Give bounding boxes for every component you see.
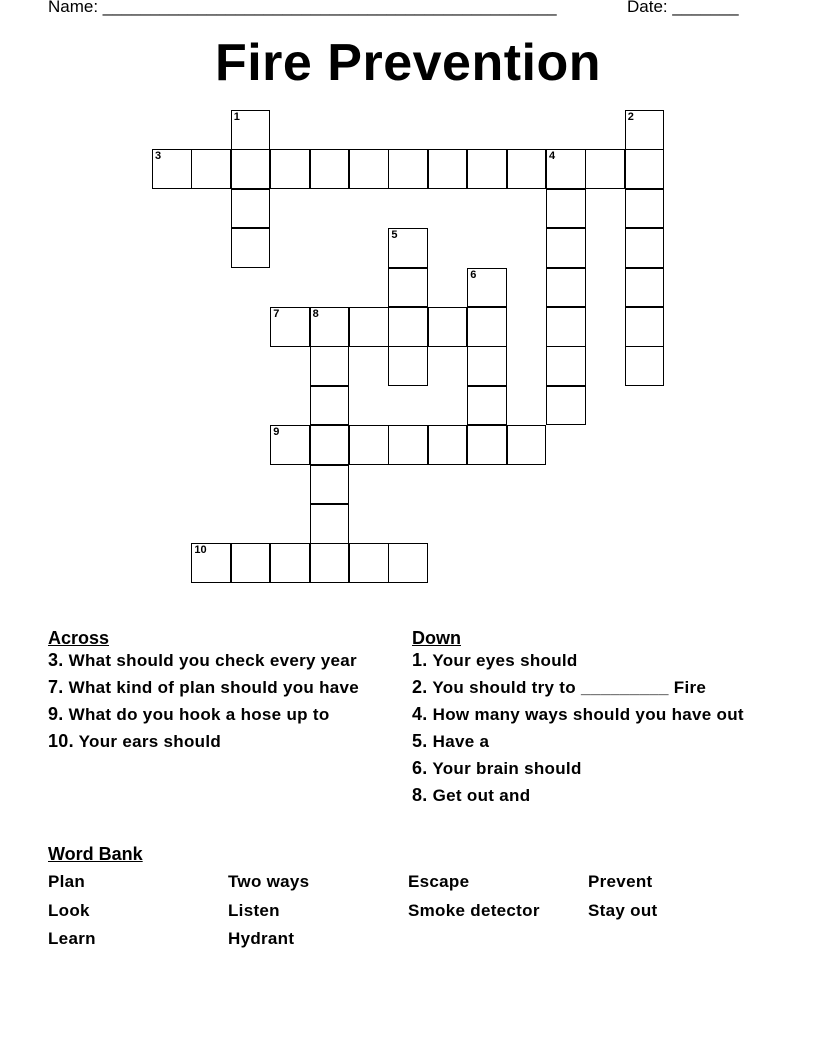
- crossword-cell[interactable]: [507, 149, 547, 189]
- across-clue: [48, 651, 388, 670]
- crossword-cell[interactable]: [546, 149, 586, 189]
- crossword-cell[interactable]: [467, 346, 507, 386]
- down-clue: [412, 705, 772, 724]
- word-bank-item: Smoke detector: [408, 901, 540, 920]
- word-bank-item: Two ways: [228, 872, 310, 891]
- across-clue: [48, 705, 388, 724]
- crossword-cell[interactable]: [349, 425, 389, 465]
- crossword-cell[interactable]: [585, 149, 625, 189]
- crossword-cell[interactable]: [428, 425, 468, 465]
- date-field[interactable]: Date: _______: [627, 0, 739, 16]
- crossword-cell[interactable]: [507, 425, 547, 465]
- clue-text: What do you hook a hose up to: [63, 705, 330, 724]
- down-clue: [412, 786, 772, 805]
- crossword-cell[interactable]: [310, 386, 350, 426]
- down-clue: [412, 759, 772, 778]
- clue-number: 6: [470, 268, 477, 281]
- crossword-cell[interactable]: [388, 425, 428, 465]
- word-bank-item: Hydrant: [228, 929, 295, 948]
- clue-number: 7.: [48, 677, 64, 697]
- crossword-cell[interactable]: [625, 149, 665, 189]
- crossword-cell[interactable]: [546, 386, 586, 426]
- clue-text: Have a: [427, 732, 490, 751]
- clue-number: 4: [549, 150, 556, 163]
- crossword-cell[interactable]: [349, 149, 389, 189]
- word-bank-item: Plan: [48, 872, 86, 891]
- crossword-cell[interactable]: [388, 228, 428, 268]
- crossword-cell[interactable]: [231, 110, 271, 150]
- word-bank-item: Prevent: [588, 872, 653, 891]
- clue-text: How many ways should you have out: [427, 705, 744, 724]
- crossword-cell[interactable]: [625, 110, 665, 150]
- crossword-cell[interactable]: [428, 149, 468, 189]
- crossword-cell[interactable]: [270, 425, 310, 465]
- across-clue: [48, 732, 388, 751]
- clue-number: 6.: [412, 758, 428, 778]
- crossword-cell[interactable]: [231, 228, 271, 268]
- crossword-cell[interactable]: [467, 425, 507, 465]
- clue-number: 2: [627, 111, 634, 123]
- clue-number: 8.: [412, 785, 428, 805]
- crossword-cell[interactable]: [467, 149, 507, 189]
- crossword-cell[interactable]: [191, 543, 231, 583]
- clue-text: Your eyes should: [427, 651, 578, 670]
- clue-number: 3: [155, 150, 162, 163]
- down-clue: [412, 732, 772, 751]
- clue-number: 1: [233, 111, 240, 123]
- crossword-cell[interactable]: [388, 346, 428, 386]
- crossword-cell[interactable]: [310, 346, 350, 386]
- crossword-cell[interactable]: [467, 307, 507, 347]
- across-clue: [48, 678, 388, 697]
- word-bank-item: Stay out: [588, 901, 658, 920]
- crossword-cell[interactable]: [546, 268, 586, 308]
- crossword-cell[interactable]: [231, 189, 271, 229]
- crossword-cell[interactable]: [191, 149, 231, 189]
- down-clues: [412, 628, 772, 813]
- word-bank-item: Listen: [228, 901, 280, 920]
- crossword-cell[interactable]: [310, 504, 350, 544]
- crossword-cell[interactable]: [388, 543, 428, 583]
- crossword-cell[interactable]: [310, 543, 350, 583]
- crossword-cell[interactable]: [546, 228, 586, 268]
- word-bank-item: Escape: [408, 872, 470, 891]
- clue-number: 1.: [412, 650, 428, 670]
- clue-text: You should try to _________ Fire: [427, 678, 707, 697]
- crossword-cell[interactable]: [349, 307, 389, 347]
- crossword-cell[interactable]: [467, 386, 507, 426]
- across-clue-list: [48, 651, 388, 751]
- clue-number: 2.: [412, 677, 428, 697]
- clue-text: Your brain should: [427, 759, 582, 778]
- crossword-cell[interactable]: [625, 268, 665, 308]
- crossword-cell[interactable]: [152, 149, 192, 189]
- clue-text: Your ears should: [73, 732, 222, 751]
- crossword-cell[interactable]: [388, 307, 428, 347]
- crossword-cell[interactable]: [546, 346, 586, 386]
- down-clue: [412, 651, 772, 670]
- across-title: Across: [48, 628, 110, 648]
- clue-number: 9: [273, 426, 280, 439]
- crossword-cell[interactable]: [231, 149, 271, 189]
- crossword-cell[interactable]: [388, 149, 428, 189]
- word-bank-item: Learn: [48, 929, 96, 948]
- crossword-cell[interactable]: [310, 465, 350, 505]
- clue-text: What should you check every year: [63, 651, 357, 670]
- clue-number: 9.: [48, 704, 64, 724]
- crossword-cell[interactable]: [625, 189, 665, 229]
- crossword-cell[interactable]: [270, 543, 310, 583]
- word-bank-item: Look: [48, 901, 90, 920]
- crossword-cell[interactable]: [546, 189, 586, 229]
- clue-number: 3.: [48, 650, 64, 670]
- crossword-cell[interactable]: [310, 425, 350, 465]
- crossword-cell[interactable]: [231, 543, 271, 583]
- crossword-cell[interactable]: [388, 268, 428, 308]
- crossword-cell[interactable]: [428, 307, 468, 347]
- clue-text: Get out and: [427, 786, 531, 805]
- clue-number: 8: [312, 308, 319, 320]
- page-title: Fire Prevention: [214, 34, 602, 92]
- crossword-cell[interactable]: [310, 307, 350, 347]
- down-clue: [412, 678, 772, 697]
- clue-text: What kind of plan should you have: [63, 678, 360, 697]
- name-field[interactable]: Name: ________________________________________________: [48, 0, 557, 16]
- crossword-cell[interactable]: [625, 228, 665, 268]
- clue-number: 7: [273, 308, 280, 320]
- crossword-cell[interactable]: [546, 307, 586, 347]
- crossword-cell[interactable]: [467, 268, 507, 308]
- clue-number: 5.: [412, 731, 428, 751]
- down-clue-list: [412, 651, 772, 805]
- crossword-cell[interactable]: [625, 346, 665, 386]
- across-clues: [48, 628, 388, 759]
- down-title: Down: [412, 628, 461, 648]
- crossword-cell[interactable]: [625, 307, 665, 347]
- clue-number: 4.: [412, 704, 428, 724]
- clue-number: 5: [391, 229, 398, 242]
- crossword-cell[interactable]: [349, 543, 389, 583]
- word-bank-title: Word Bank: [48, 844, 143, 864]
- crossword-cell[interactable]: [270, 149, 310, 189]
- crossword-cell[interactable]: [270, 307, 310, 347]
- clue-number: 10: [194, 544, 207, 557]
- crossword-cell[interactable]: [310, 149, 350, 189]
- clue-number: 10.: [48, 731, 74, 751]
